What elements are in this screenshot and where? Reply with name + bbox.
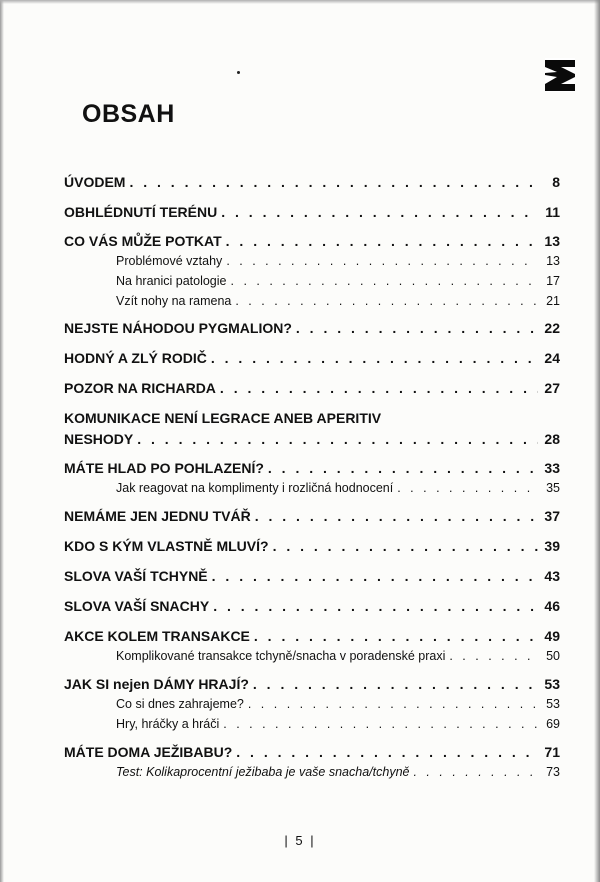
toc-entry-title: SLOVA VAŠÍ TCHYNĚ — [64, 568, 208, 584]
dot-leader — [235, 294, 538, 308]
toc-page-number: 71 — [544, 744, 560, 760]
page-edge-right — [594, 0, 600, 882]
toc-page-number: 35 — [546, 481, 560, 495]
toc-page-number: 37 — [544, 508, 560, 524]
toc-subentry — [64, 254, 560, 274]
dot-leader — [413, 765, 538, 779]
toc-page-number: 8 — [552, 174, 560, 190]
toc-entry-title: AKCE KOLEM TRANSAKCE — [64, 628, 250, 644]
toc-page-number: 53 — [546, 697, 560, 711]
toc-entry — [64, 204, 560, 225]
toc-entry-title: KOMUNIKACE NENÍ LEGRACE ANEB APERITIV — [64, 410, 382, 426]
toc-entry — [64, 598, 560, 619]
toc-page-number: 69 — [546, 717, 560, 731]
toc-subentry — [64, 274, 560, 294]
dot-leader — [296, 320, 538, 336]
toc-entry-title: ÚVODEM — [64, 174, 126, 190]
toc-subentry-title: Problémové vztahy — [116, 254, 223, 268]
toc-subentry-title: Jak reagovat na komplimenty i rozličná hodnocení — [116, 481, 394, 495]
toc-subentry — [64, 765, 560, 785]
toc-page-number: 28 — [544, 431, 560, 447]
toc-page-number: 50 — [546, 649, 560, 663]
dot-leader — [273, 538, 538, 554]
dot-leader — [220, 380, 538, 396]
toc-page-number: 27 — [544, 380, 560, 396]
dot-leader — [211, 350, 538, 366]
toc-entry — [64, 320, 560, 341]
dot-leader — [129, 174, 538, 190]
dot-leader — [397, 481, 538, 495]
toc-subentry — [64, 697, 560, 717]
toc-subentry-title: Test: Kolikaprocentní ježibaba je vaše snacha/tchyně — [116, 765, 410, 779]
toc-subentry-title: Komplikované transakce tchyně/snacha v poradenské praxi — [116, 649, 446, 663]
toc-page-number: 53 — [544, 676, 560, 692]
dot-leader — [268, 460, 538, 476]
toc-entry — [64, 350, 560, 371]
dot-leader — [231, 274, 539, 288]
toc-entry — [64, 676, 560, 737]
toc-entry — [64, 410, 560, 452]
dot-leader — [255, 508, 538, 524]
toc-page-number: 49 — [544, 628, 560, 644]
dot-leader — [236, 744, 538, 760]
toc-subentry-title: Na hranici patologie — [116, 274, 227, 288]
toc-entry-title: NEMÁME JEN JEDNU TVÁŘ — [64, 508, 251, 524]
toc-entry-title: SLOVA VAŠÍ SNACHY — [64, 598, 210, 614]
toc-page-number: 22 — [544, 320, 560, 336]
page-number-folio: | 5 | — [284, 833, 316, 848]
dot-leader — [253, 676, 538, 692]
toc-entry-title: MÁTE DOMA JEŽIBABU? — [64, 744, 233, 760]
toc-entry-title: CO VÁS MŮŽE POTKAT — [64, 233, 222, 249]
toc-page-number: 21 — [546, 294, 560, 308]
toc-entry-title: POZOR NA RICHARDA — [64, 380, 216, 396]
toc-page-number: 17 — [546, 274, 560, 288]
toc-entry — [64, 460, 560, 501]
page-edge-left — [0, 0, 4, 882]
toc-entry — [64, 568, 560, 589]
toc-entry-title-continued: NESHODY — [64, 431, 134, 447]
toc-entry — [64, 233, 560, 314]
toc-entry — [64, 628, 560, 669]
toc-entry-title: KDO S KÝM VLASTNĚ MLUVÍ? — [64, 538, 269, 554]
toc-subentry — [64, 649, 560, 669]
dot-leader — [226, 233, 538, 249]
toc-entry — [64, 508, 560, 529]
toc-subentry — [64, 717, 560, 737]
toc-entry — [64, 538, 560, 559]
toc-page-number: 46 — [544, 598, 560, 614]
dot-leader — [221, 204, 538, 220]
toc-page-number: 33 — [544, 460, 560, 476]
page-edge-top — [0, 0, 600, 4]
dot-leader — [248, 697, 538, 711]
toc-page-number: 24 — [544, 350, 560, 366]
toc-page-number: 13 — [546, 254, 560, 268]
toc-page-number: 43 — [544, 568, 560, 584]
section-tab-mark-icon — [545, 58, 575, 92]
dot-leader — [213, 598, 538, 614]
dot-leader — [449, 649, 538, 663]
toc-subentry-title: Hry, hráčky a hráči — [116, 717, 220, 731]
toc-page-number: 13 — [544, 233, 560, 249]
toc-subentry-title: Co si dnes zahrajeme? — [116, 697, 244, 711]
toc-entry — [64, 380, 560, 401]
print-speck — [237, 71, 240, 74]
dot-leader — [212, 568, 538, 584]
toc-entry — [64, 174, 560, 195]
dot-leader — [137, 431, 538, 447]
page-title: OBSAH — [82, 100, 175, 128]
toc-entry-title: OBHLÉDNUTÍ TERÉNU — [64, 204, 218, 220]
dot-leader — [223, 717, 538, 731]
toc-entry-title: MÁTE HLAD PO POHLAZENÍ? — [64, 460, 264, 476]
toc-subentry — [64, 294, 560, 314]
toc-subentry-title: Vzít nohy na ramena — [116, 294, 232, 308]
dot-leader — [226, 254, 538, 268]
toc-page-number: 73 — [546, 765, 560, 779]
toc-entry-title: HODNÝ A ZLÝ RODIČ — [64, 350, 207, 366]
toc-entry — [64, 744, 560, 785]
toc-entry-title: JAK SI nejen DÁMY HRAJÍ? — [64, 676, 249, 692]
toc-page-number: 39 — [544, 538, 560, 554]
toc-entry-title: NEJSTE NÁHODOU PYGMALION? — [64, 320, 292, 336]
toc-page-number: 11 — [545, 204, 560, 220]
dot-leader — [254, 628, 538, 644]
toc-subentry — [64, 481, 560, 501]
